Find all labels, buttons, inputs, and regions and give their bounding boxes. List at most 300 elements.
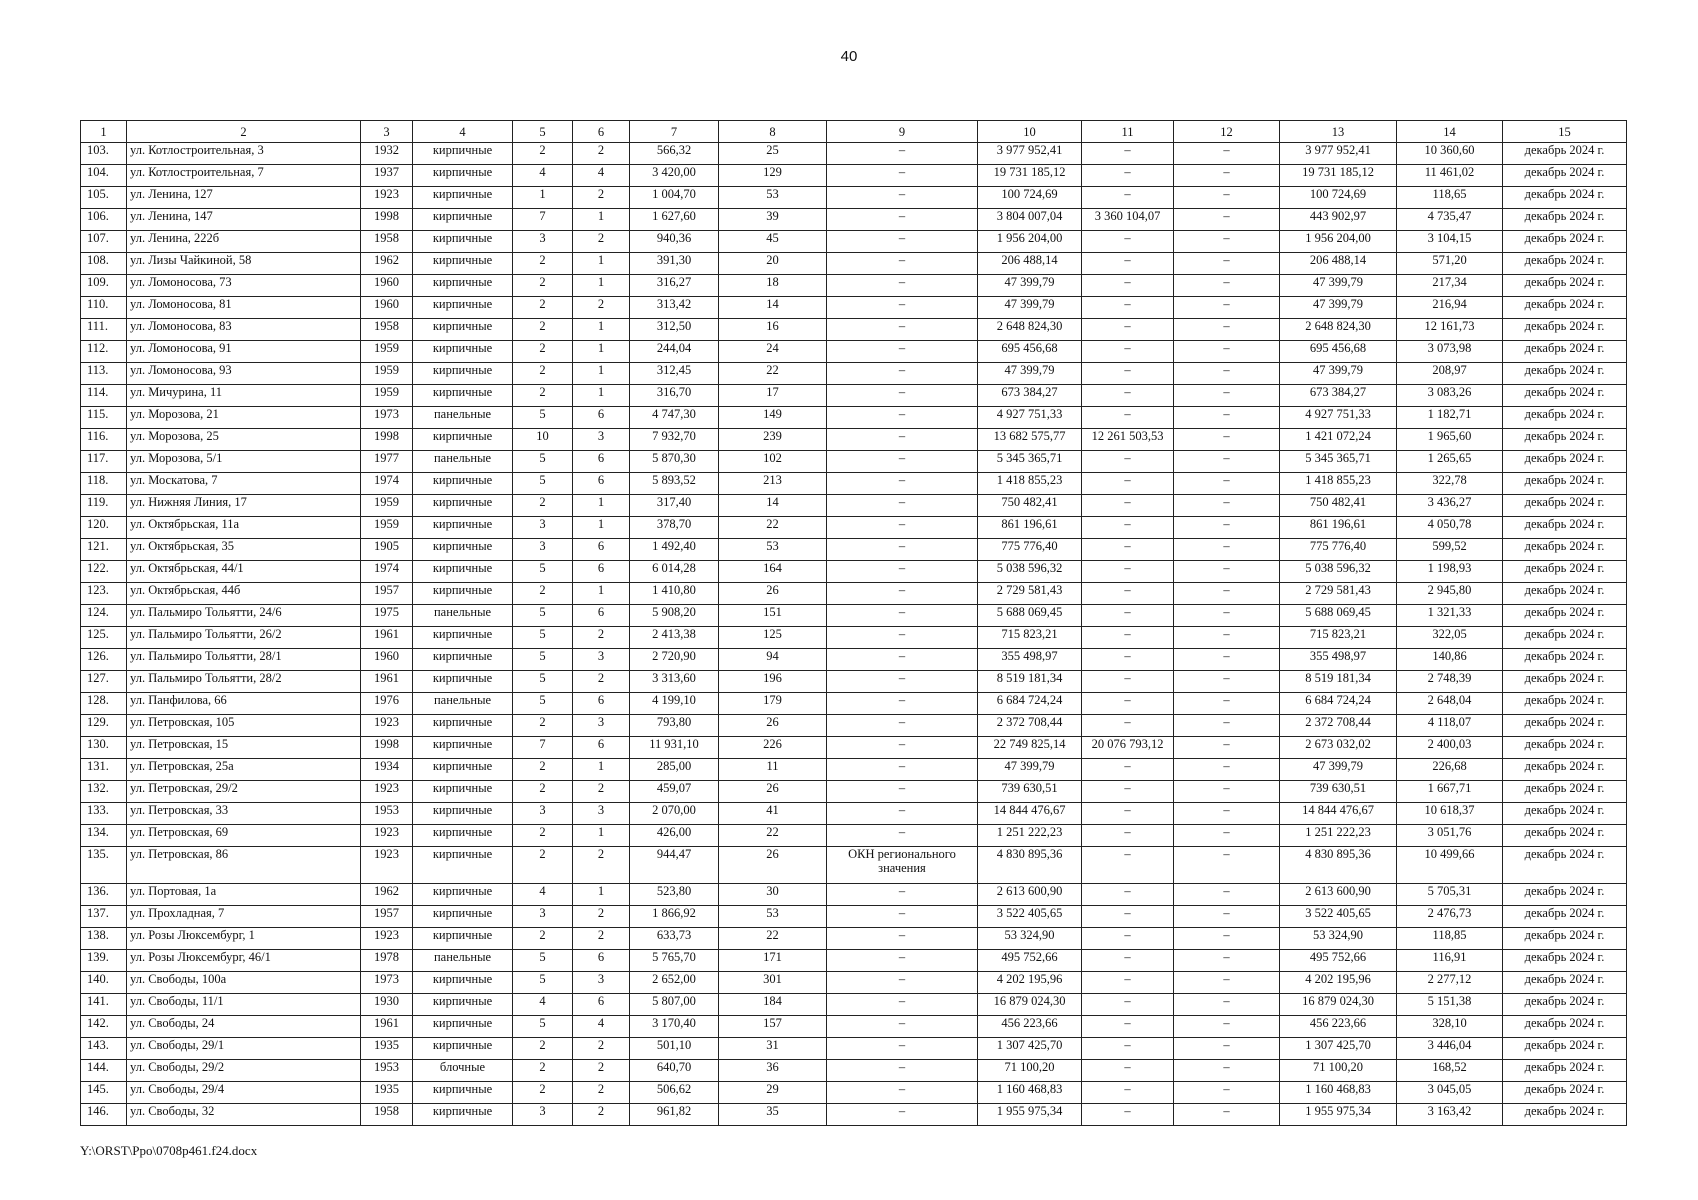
cell-cost-col-13: 14 844 476,67: [1280, 803, 1397, 825]
cell-heritage-status: –: [827, 297, 978, 319]
cell-address: ул. Свободы, 24: [127, 1016, 361, 1038]
cell-area: 6 014,28: [630, 561, 719, 583]
cell-row-number: 142.: [81, 1016, 127, 1038]
cell-row-number: 105.: [81, 187, 127, 209]
cell-cost-col-11: 3 360 104,07: [1082, 209, 1174, 231]
cell-area: 313,42: [630, 297, 719, 319]
cell-heritage-status: –: [827, 429, 978, 451]
cell-floors: 1: [513, 187, 573, 209]
cell-cost-col-13: 673 384,27: [1280, 385, 1397, 407]
cell-total-cost: 8 519 181,34: [978, 671, 1082, 693]
cell-completion-date: декабрь 2024 г.: [1503, 972, 1627, 994]
cell-address: ул. Пальмиро Тольятти, 24/6: [127, 605, 361, 627]
cell-cost-col-12: –: [1174, 561, 1280, 583]
cell-residents: 31: [719, 1038, 827, 1060]
cell-cost-per-unit: 1 198,93: [1397, 561, 1503, 583]
cell-year-built: 1923: [361, 715, 413, 737]
cell-cost-col-12: –: [1174, 1016, 1280, 1038]
cell-entrances: 6: [573, 605, 630, 627]
cell-address: ул. Ленина, 147: [127, 209, 361, 231]
cell-wall-material: кирпичные: [413, 928, 513, 950]
cell-cost-per-unit: 1 321,33: [1397, 605, 1503, 627]
cell-year-built: 1976: [361, 693, 413, 715]
cell-wall-material: кирпичные: [413, 737, 513, 759]
cell-entrances: 2: [573, 906, 630, 928]
cell-residents: 36: [719, 1060, 827, 1082]
cell-entrances: 1: [573, 363, 630, 385]
table-row: [81, 429, 1627, 451]
cell-year-built: 1975: [361, 605, 413, 627]
cell-cost-per-unit: 118,65: [1397, 187, 1503, 209]
cell-heritage-status: –: [827, 561, 978, 583]
cell-cost-per-unit: 168,52: [1397, 1060, 1503, 1082]
cell-residents: 24: [719, 341, 827, 363]
cell-cost-per-unit: 5 705,31: [1397, 884, 1503, 906]
cell-cost-col-11: –: [1082, 187, 1174, 209]
cell-row-number: 143.: [81, 1038, 127, 1060]
cell-wall-material: панельные: [413, 693, 513, 715]
cell-completion-date: декабрь 2024 г.: [1503, 319, 1627, 341]
cell-floors: 4: [513, 884, 573, 906]
cell-year-built: 1935: [361, 1082, 413, 1104]
cell-heritage-status: –: [827, 759, 978, 781]
cell-completion-date: декабрь 2024 г.: [1503, 517, 1627, 539]
cell-total-cost: 5 345 365,71: [978, 451, 1082, 473]
cell-completion-date: декабрь 2024 г.: [1503, 407, 1627, 429]
housing-repair-table: [80, 120, 1627, 1126]
cell-entrances: 1: [573, 759, 630, 781]
cell-cost-col-11: –: [1082, 649, 1174, 671]
cell-cost-col-11: –: [1082, 759, 1174, 781]
cell-total-cost: 1 955 975,34: [978, 1104, 1082, 1126]
cell-cost-per-unit: 3 051,76: [1397, 825, 1503, 847]
table-row: [81, 187, 1627, 209]
cell-row-number: 112.: [81, 341, 127, 363]
cell-total-cost: 1 251 222,23: [978, 825, 1082, 847]
cell-total-cost: 355 498,97: [978, 649, 1082, 671]
cell-completion-date: декабрь 2024 г.: [1503, 825, 1627, 847]
cell-completion-date: декабрь 2024 г.: [1503, 781, 1627, 803]
cell-year-built: 1959: [361, 341, 413, 363]
cell-row-number: 118.: [81, 473, 127, 495]
cell-total-cost: 2 648 824,30: [978, 319, 1082, 341]
table-row: [81, 1038, 1627, 1060]
cell-cost-col-11: –: [1082, 143, 1174, 165]
cell-year-built: 1958: [361, 231, 413, 253]
cell-cost-col-12: –: [1174, 1060, 1280, 1082]
table-row: [81, 275, 1627, 297]
cell-total-cost: 456 223,66: [978, 1016, 1082, 1038]
column-header-2: 2: [127, 121, 361, 143]
cell-residents: 41: [719, 803, 827, 825]
cell-address: ул. Ломоносова, 91: [127, 341, 361, 363]
document-path-footer: Y:\ORST\Ppo\0708p461.f24.docx: [80, 1143, 258, 1158]
cell-wall-material: кирпичные: [413, 1038, 513, 1060]
cell-year-built: 1957: [361, 583, 413, 605]
cell-cost-col-13: 16 879 024,30: [1280, 994, 1397, 1016]
cell-floors: 5: [513, 561, 573, 583]
cell-residents: 17: [719, 385, 827, 407]
cell-area: 5 893,52: [630, 473, 719, 495]
table-row: [81, 994, 1627, 1016]
cell-floors: 2: [513, 341, 573, 363]
cell-cost-per-unit: 3 073,98: [1397, 341, 1503, 363]
cell-entrances: 2: [573, 187, 630, 209]
cell-cost-col-13: 495 752,66: [1280, 950, 1397, 972]
cell-wall-material: кирпичные: [413, 165, 513, 187]
cell-residents: 102: [719, 451, 827, 473]
cell-floors: 5: [513, 407, 573, 429]
cell-row-number: 110.: [81, 297, 127, 319]
cell-floors: 5: [513, 473, 573, 495]
cell-total-cost: 47 399,79: [978, 759, 1082, 781]
column-header-4: 4: [413, 121, 513, 143]
cell-entrances: 6: [573, 451, 630, 473]
cell-completion-date: декабрь 2024 г.: [1503, 165, 1627, 187]
cell-heritage-status: –: [827, 583, 978, 605]
table-row: [81, 759, 1627, 781]
cell-floors: 3: [513, 1104, 573, 1126]
cell-completion-date: декабрь 2024 г.: [1503, 297, 1627, 319]
cell-floors: 2: [513, 759, 573, 781]
cell-total-cost: 750 482,41: [978, 495, 1082, 517]
cell-wall-material: кирпичные: [413, 517, 513, 539]
cell-address: ул. Портовая, 1а: [127, 884, 361, 906]
cell-completion-date: декабрь 2024 г.: [1503, 451, 1627, 473]
cell-cost-per-unit: 12 161,73: [1397, 319, 1503, 341]
cell-cost-per-unit: 10 618,37: [1397, 803, 1503, 825]
table-body: [81, 143, 1627, 1126]
cell-cost-col-13: 2 729 581,43: [1280, 583, 1397, 605]
cell-residents: 53: [719, 539, 827, 561]
table-row: [81, 627, 1627, 649]
cell-address: ул. Ломоносова, 93: [127, 363, 361, 385]
cell-row-number: 130.: [81, 737, 127, 759]
cell-cost-per-unit: 2 945,80: [1397, 583, 1503, 605]
cell-cost-per-unit: 1 667,71: [1397, 781, 1503, 803]
cell-residents: 213: [719, 473, 827, 495]
cell-cost-per-unit: 3 104,15: [1397, 231, 1503, 253]
cell-total-cost: 14 844 476,67: [978, 803, 1082, 825]
cell-heritage-status: –: [827, 517, 978, 539]
cell-cost-col-12: –: [1174, 363, 1280, 385]
cell-completion-date: декабрь 2024 г.: [1503, 253, 1627, 275]
cell-residents: 22: [719, 363, 827, 385]
cell-cost-col-12: –: [1174, 928, 1280, 950]
cell-wall-material: кирпичные: [413, 143, 513, 165]
cell-floors: 4: [513, 165, 573, 187]
cell-cost-col-12: –: [1174, 649, 1280, 671]
cell-row-number: 124.: [81, 605, 127, 627]
cell-area: 944,47: [630, 847, 719, 884]
cell-cost-col-12: –: [1174, 495, 1280, 517]
cell-wall-material: кирпичные: [413, 473, 513, 495]
cell-area: 317,40: [630, 495, 719, 517]
cell-address: ул. Нижняя Линия, 17: [127, 495, 361, 517]
cell-cost-col-12: –: [1174, 253, 1280, 275]
cell-area: 312,45: [630, 363, 719, 385]
cell-cost-col-11: –: [1082, 803, 1174, 825]
cell-entrances: 1: [573, 253, 630, 275]
cell-year-built: 1959: [361, 385, 413, 407]
cell-completion-date: декабрь 2024 г.: [1503, 363, 1627, 385]
cell-wall-material: кирпичные: [413, 803, 513, 825]
cell-row-number: 115.: [81, 407, 127, 429]
cell-cost-col-13: 1 955 975,34: [1280, 1104, 1397, 1126]
cell-cost-col-12: –: [1174, 385, 1280, 407]
cell-cost-col-11: –: [1082, 253, 1174, 275]
cell-area: 523,80: [630, 884, 719, 906]
cell-residents: 94: [719, 649, 827, 671]
column-header-10: 10: [978, 121, 1082, 143]
cell-cost-per-unit: 10 360,60: [1397, 143, 1503, 165]
cell-year-built: 1905: [361, 539, 413, 561]
cell-wall-material: кирпичные: [413, 759, 513, 781]
cell-residents: 226: [719, 737, 827, 759]
cell-floors: 5: [513, 627, 573, 649]
table-row: [81, 363, 1627, 385]
cell-heritage-status: –: [827, 165, 978, 187]
cell-total-cost: 5 038 596,32: [978, 561, 1082, 583]
cell-cost-per-unit: 5 151,38: [1397, 994, 1503, 1016]
cell-entrances: 3: [573, 972, 630, 994]
cell-wall-material: кирпичные: [413, 231, 513, 253]
cell-floors: 7: [513, 737, 573, 759]
cell-completion-date: декабрь 2024 г.: [1503, 495, 1627, 517]
cell-floors: 2: [513, 847, 573, 884]
cell-completion-date: декабрь 2024 г.: [1503, 928, 1627, 950]
table-row: [81, 341, 1627, 363]
cell-address: ул. Морозова, 21: [127, 407, 361, 429]
cell-cost-col-13: 47 399,79: [1280, 297, 1397, 319]
cell-total-cost: 22 749 825,14: [978, 737, 1082, 759]
cell-entrances: 3: [573, 715, 630, 737]
cell-entrances: 1: [573, 884, 630, 906]
cell-year-built: 1935: [361, 1038, 413, 1060]
table-row: [81, 253, 1627, 275]
cell-total-cost: 100 724,69: [978, 187, 1082, 209]
cell-cost-col-12: –: [1174, 407, 1280, 429]
cell-completion-date: декабрь 2024 г.: [1503, 759, 1627, 781]
cell-row-number: 127.: [81, 671, 127, 693]
cell-entrances: 2: [573, 297, 630, 319]
cell-completion-date: декабрь 2024 г.: [1503, 341, 1627, 363]
cell-cost-per-unit: 217,34: [1397, 275, 1503, 297]
cell-address: ул. Пальмиро Тольятти, 26/2: [127, 627, 361, 649]
cell-area: 244,04: [630, 341, 719, 363]
table-row: [81, 561, 1627, 583]
cell-residents: 39: [719, 209, 827, 231]
table-row: [81, 847, 1627, 884]
table-row: [81, 781, 1627, 803]
cell-completion-date: декабрь 2024 г.: [1503, 539, 1627, 561]
cell-cost-col-11: –: [1082, 627, 1174, 649]
cell-address: ул. Свободы, 100а: [127, 972, 361, 994]
cell-address: ул. Октябрьская, 44/1: [127, 561, 361, 583]
cell-cost-per-unit: 3 045,05: [1397, 1082, 1503, 1104]
cell-cost-col-11: –: [1082, 825, 1174, 847]
page-number: 40: [840, 48, 858, 65]
cell-area: 1 004,70: [630, 187, 719, 209]
column-header-9: 9: [827, 121, 978, 143]
cell-cost-col-11: –: [1082, 884, 1174, 906]
cell-cost-col-13: 4 927 751,33: [1280, 407, 1397, 429]
cell-wall-material: панельные: [413, 451, 513, 473]
cell-cost-col-11: –: [1082, 297, 1174, 319]
cell-residents: 157: [719, 1016, 827, 1038]
cell-total-cost: 6 684 724,24: [978, 693, 1082, 715]
cell-entrances: 4: [573, 165, 630, 187]
cell-wall-material: кирпичные: [413, 253, 513, 275]
column-header-1: 1: [81, 121, 127, 143]
cell-cost-col-12: –: [1174, 884, 1280, 906]
cell-heritage-status: –: [827, 671, 978, 693]
cell-address: ул. Ленина, 127: [127, 187, 361, 209]
cell-row-number: 120.: [81, 517, 127, 539]
cell-cost-col-12: –: [1174, 341, 1280, 363]
cell-residents: 20: [719, 253, 827, 275]
cell-completion-date: декабрь 2024 г.: [1503, 715, 1627, 737]
cell-cost-col-13: 1 418 855,23: [1280, 473, 1397, 495]
cell-cost-col-11: –: [1082, 407, 1174, 429]
table-row: [81, 906, 1627, 928]
cell-heritage-status: –: [827, 972, 978, 994]
cell-wall-material: кирпичные: [413, 429, 513, 451]
cell-completion-date: декабрь 2024 г.: [1503, 1038, 1627, 1060]
cell-row-number: 133.: [81, 803, 127, 825]
cell-completion-date: декабрь 2024 г.: [1503, 627, 1627, 649]
cell-entrances: 3: [573, 429, 630, 451]
cell-floors: 3: [513, 517, 573, 539]
cell-wall-material: кирпичные: [413, 561, 513, 583]
cell-heritage-status: –: [827, 495, 978, 517]
cell-cost-col-12: –: [1174, 906, 1280, 928]
cell-wall-material: кирпичные: [413, 906, 513, 928]
cell-residents: 179: [719, 693, 827, 715]
cell-wall-material: кирпичные: [413, 363, 513, 385]
cell-area: 11 931,10: [630, 737, 719, 759]
cell-wall-material: кирпичные: [413, 495, 513, 517]
cell-cost-col-12: –: [1174, 517, 1280, 539]
column-header-14: 14: [1397, 121, 1503, 143]
cell-cost-col-11: –: [1082, 275, 1174, 297]
cell-address: ул. Свободы, 29/4: [127, 1082, 361, 1104]
cell-residents: 26: [719, 781, 827, 803]
cell-year-built: 1998: [361, 209, 413, 231]
cell-floors: 2: [513, 583, 573, 605]
cell-total-cost: 3 977 952,41: [978, 143, 1082, 165]
cell-heritage-status: –: [827, 649, 978, 671]
cell-cost-col-11: –: [1082, 928, 1174, 950]
cell-floors: 3: [513, 539, 573, 561]
cell-floors: 5: [513, 649, 573, 671]
cell-heritage-status: –: [827, 906, 978, 928]
cell-cost-per-unit: 2 748,39: [1397, 671, 1503, 693]
table-row: [81, 473, 1627, 495]
cell-heritage-status: –: [827, 143, 978, 165]
cell-area: 4 747,30: [630, 407, 719, 429]
cell-entrances: 2: [573, 143, 630, 165]
cell-residents: 184: [719, 994, 827, 1016]
cell-row-number: 145.: [81, 1082, 127, 1104]
cell-total-cost: 19 731 185,12: [978, 165, 1082, 187]
cell-cost-col-12: –: [1174, 737, 1280, 759]
cell-heritage-status: –: [827, 253, 978, 275]
cell-entrances: 1: [573, 341, 630, 363]
cell-total-cost: 2 372 708,44: [978, 715, 1082, 737]
cell-floors: 5: [513, 1016, 573, 1038]
cell-year-built: 1961: [361, 1016, 413, 1038]
cell-completion-date: декабрь 2024 г.: [1503, 209, 1627, 231]
table-row: [81, 1104, 1627, 1126]
cell-cost-col-13: 861 196,61: [1280, 517, 1397, 539]
cell-area: 2 652,00: [630, 972, 719, 994]
cell-cost-col-12: –: [1174, 429, 1280, 451]
cell-heritage-status: –: [827, 231, 978, 253]
cell-wall-material: кирпичные: [413, 994, 513, 1016]
cell-residents: 26: [719, 847, 827, 884]
cell-completion-date: декабрь 2024 г.: [1503, 693, 1627, 715]
cell-total-cost: 4 202 195,96: [978, 972, 1082, 994]
cell-heritage-status: –: [827, 473, 978, 495]
cell-floors: 5: [513, 451, 573, 473]
cell-total-cost: 2 613 600,90: [978, 884, 1082, 906]
table-row: [81, 803, 1627, 825]
cell-address: ул. Свободы, 11/1: [127, 994, 361, 1016]
cell-year-built: 1998: [361, 737, 413, 759]
table-row: [81, 539, 1627, 561]
cell-total-cost: 2 729 581,43: [978, 583, 1082, 605]
cell-year-built: 1923: [361, 847, 413, 884]
cell-completion-date: декабрь 2024 г.: [1503, 231, 1627, 253]
cell-entrances: 3: [573, 649, 630, 671]
cell-heritage-status: –: [827, 1104, 978, 1126]
cell-completion-date: декабрь 2024 г.: [1503, 429, 1627, 451]
cell-completion-date: декабрь 2024 г.: [1503, 906, 1627, 928]
cell-area: 426,00: [630, 825, 719, 847]
cell-cost-col-11: –: [1082, 1104, 1174, 1126]
cell-cost-col-11: –: [1082, 950, 1174, 972]
cell-entrances: 1: [573, 825, 630, 847]
cell-entrances: 1: [573, 319, 630, 341]
cell-cost-col-11: –: [1082, 1038, 1174, 1060]
cell-cost-col-12: –: [1174, 451, 1280, 473]
cell-cost-col-12: –: [1174, 847, 1280, 884]
cell-year-built: 1953: [361, 803, 413, 825]
cell-completion-date: декабрь 2024 г.: [1503, 803, 1627, 825]
cell-address: ул. Мичурина, 11: [127, 385, 361, 407]
cell-heritage-status: –: [827, 803, 978, 825]
cell-cost-col-13: 5 345 365,71: [1280, 451, 1397, 473]
cell-row-number: 138.: [81, 928, 127, 950]
cell-area: 7 932,70: [630, 429, 719, 451]
cell-area: 316,27: [630, 275, 719, 297]
cell-completion-date: декабрь 2024 г.: [1503, 275, 1627, 297]
cell-cost-col-11: –: [1082, 231, 1174, 253]
cell-floors: 3: [513, 231, 573, 253]
cell-cost-col-12: –: [1174, 143, 1280, 165]
cell-year-built: 1998: [361, 429, 413, 451]
cell-row-number: 146.: [81, 1104, 127, 1126]
table-row: [81, 950, 1627, 972]
cell-floors: 2: [513, 495, 573, 517]
cell-year-built: 1960: [361, 275, 413, 297]
cell-cost-col-12: –: [1174, 759, 1280, 781]
cell-wall-material: кирпичные: [413, 275, 513, 297]
cell-year-built: 1953: [361, 1060, 413, 1082]
column-header-11: 11: [1082, 121, 1174, 143]
cell-total-cost: 47 399,79: [978, 275, 1082, 297]
